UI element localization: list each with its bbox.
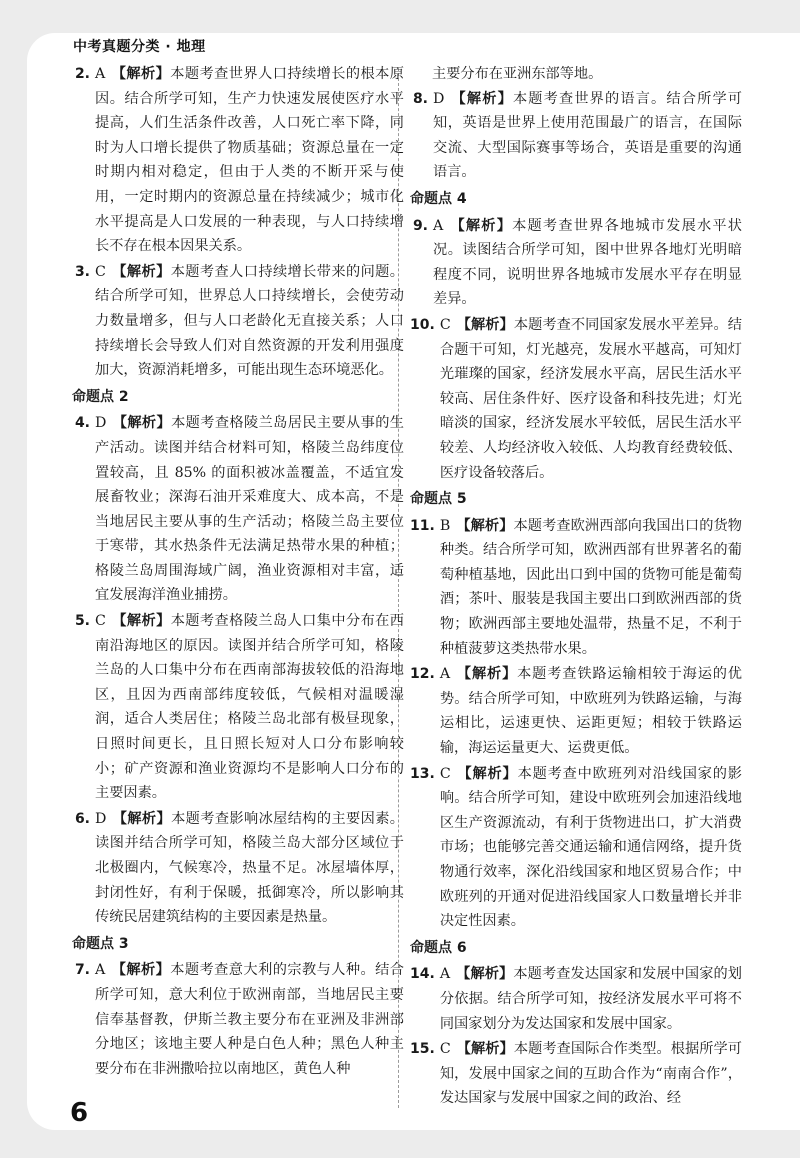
answer-letter: A [95,66,106,82]
analysis-tag: 【解析】 [111,263,171,280]
answer-letter: C [439,765,451,782]
answer-item [410,514,742,662]
running-header: 中考真题分类 · 地理 [73,39,206,55]
question-number: 4. [74,415,90,432]
analysis-text: 本题考查人口持续增长带来的问题。结合所学可知，世界总人口持续增长，会使劳动力数量增多，但与人口老龄化无直接关系；人口持续增长会导致人们对自然资源的开发利用强度加大，资源消耗增多，可能出现生态环境恶化。 [95,263,404,379]
analysis-tag: 【解析】 [456,517,514,534]
answer-item [72,260,404,383]
analysis-tag: 【解析】 [456,316,514,333]
analysis-text: 本题考查铁路运输相较于海运的优势。结合所学可知，中欧班列为铁路运输，与海运相比，运速更快、运距更短；相较于铁路运输，海运运量更大、运费更低。 [439,666,742,757]
section-heading: 命题点 6 [410,939,467,956]
answer-letter: C [95,263,106,280]
answer-body [90,807,404,930]
analysis-tag: 【解析】 [112,810,172,827]
answer-item [72,958,404,1081]
answer-body [435,313,742,485]
analysis-tag: 【解析】 [449,217,513,234]
answer-item [410,87,742,185]
answer-letter: C [95,613,106,630]
analysis-tag: 【解析】 [456,966,514,983]
question-number: 14. [410,966,435,983]
analysis-tag: 【解析】 [111,66,171,82]
analysis-text: 本题考查影响冰屋结构的主要因素。读图并结合所学可知，格陵兰岛大部分区域位于北极圈内，气候寒冷，热量不足。冰屋墙体厚，封闭性好，有利于保暖，抵御寒冷，所以影响其传统民居建筑结构的主要因素是热量。 [95,810,404,926]
right-column [410,62,742,1112]
analysis-tag: 【解析】 [111,962,171,979]
answer-item [410,313,742,485]
answer-item [72,62,404,259]
answer-letter: A [439,966,451,983]
answer-body [435,1037,742,1111]
question-number: 11. [410,517,435,534]
analysis-text: 本题考查世界的语言。结合所学可知，英语是世界上使用范围最广的语言，在国际交流、大型国际赛事等场合，英语是重要的沟通语言。 [433,90,742,181]
answer-item [410,962,742,1036]
analysis-text: 本题考查欧洲西部向我国出口的货物种类。结合所学可知，欧洲西部有世界著名的葡萄种植基地，因此出口到中国的货物可能是葡萄酒；茶叶、服装是我国主要出口到欧洲西部的货物；欧洲西部主要地处温带，热量不足，不利于种植菠萝这类热带水果。 [439,517,742,657]
answer-letter: D [95,810,107,827]
analysis-tag: 【解析】 [456,666,518,683]
continuation-text: 主要分布在亚洲东部等地。 [432,66,603,82]
question-number: 5. [74,613,90,630]
left-column [72,62,404,1082]
question-number: 9. [412,217,428,234]
answer-body [435,762,742,934]
answer-item [410,662,742,760]
answer-body [428,87,742,185]
question-number: 13. [410,765,435,782]
analysis-text: 本题考查格陵兰岛居民主要从事的生产活动。读图并结合材料可知，格陵兰岛纬度位置较高，且 85% 的面积被冰盖覆盖，不适宜发展畜牧业；深海石油开采难度大、成本高，不是当地居民主要从事的生产活动；格陵兰岛主要位于寒带，其水热条件无法满足热带水果的种植；格陵兰岛周围海域广阔，渔业资源相对丰富，适宜发展海洋渔业捕捞。 [95,415,404,604]
answer-body [90,411,404,608]
answer-body [428,214,742,312]
analysis-text: 本题考查国际合作类型。根据所学可知，发展中国家之间的互助合作为“南南合作”，发达国家与发展中国家之间的政治、经 [439,1041,742,1107]
question-number: 7. [74,962,90,979]
analysis-tag: 【解析】 [111,613,171,630]
answer-body [90,609,404,806]
analysis-text: 本题考查格陵兰岛人口集中分布在西南沿海地区的原因。读图并结合所学可知，格陵兰岛的人口集中分布在西南部海拔较低的沿海地区，且因为西南部纬度较低，气候相对温暖湿润，适合人类居住；格陵兰岛北部有极昼现象，日照时间更长，且日照长短对人口分布影响较小；矿产资源和渔业资源均不是影响人口分布的主要因素。 [95,613,404,802]
question-number: 12. [410,666,435,683]
analysis-text: 本题考查意大利的宗教与人种。结合所学可知，意大利位于欧洲南部，当地居民主要信奉基督教，伊斯兰教主要分布在亚洲及非洲部分地区；该地主要人种是白色人种；黑色人种主要分布在非洲撒哈拉以南地区，黄色人种 [95,962,404,1077]
answer-item [410,1037,742,1111]
answer-letter: A [433,217,444,234]
page-number: 6 [70,1098,89,1128]
question-number: 2. [74,66,90,82]
answer-body [435,962,742,1036]
section-heading: 命题点 4 [410,190,467,207]
analysis-text: 本题考查世界各地城市发展水平状况。读图结合所学可知，图中世界各地灯光明暗程度不同，说明世界各地城市发展水平存在明显差异。 [433,217,742,308]
answer-body [90,260,404,383]
answer-letter: A [95,962,106,979]
analysis-text: 本题考查中欧班列对沿线国家的影响。结合所学可知，建设中欧班列会加速沿线地区生产资源流动，有利于货物进出口，扩大消费市场；也能够完善交通运输和通信网络，提升货物通行效率，深化沿线国家和地区贸易合作；中欧班列的开通对促进沿线国家人口数量增长并非决定性因素。 [439,765,742,930]
answer-letter: A [439,666,451,683]
answer-letter: B [439,517,451,534]
answer-item [72,807,404,930]
section-heading: 命题点 5 [410,491,467,508]
question-number: 3. [74,263,90,280]
section-heading: 命题点 2 [72,388,129,405]
question-number: 6. [74,810,90,827]
answer-item [410,214,742,312]
question-number: 15. [410,1041,435,1058]
answer-letter: D [433,90,445,107]
analysis-tag: 【解析】 [112,415,172,432]
analysis-text: 本题考查世界人口持续增长的根本原因。结合所学可知，生产力快速发展使医疗水平提高，人们生活条件改善，人口死亡率下降，同时为人口增长提供了物质基础；资源总量在一定时期内相对稳定，但由于人类的不断开采与使用，一定时期内的资源总量在持续减少；城市化水平提高是人口发展的一种表现，与人口持续增长不存在根本因果关系。 [95,66,404,255]
answer-letter: D [95,415,107,432]
answer-body [90,958,404,1081]
answer-body [435,514,742,662]
analysis-tag: 【解析】 [456,765,518,782]
analysis-text: 本题考查不同国家发展水平差异。结合题干可知，灯光越亮，发展水平越高，可知灯光璀璨的国家，经济发展水平高，居民生活水平较高、居住条件好、医疗设备和科技先进；灯光暗淡的国家，经济发展水平较低，居民生活水平较差、人均经济收入较低、人均教育经费较低、医疗设备较落后。 [439,316,742,481]
answer-letter: C [439,1041,451,1058]
question-number: 10. [410,316,435,333]
answer-letter: C [439,316,451,333]
analysis-tag: 【解析】 [450,90,513,107]
answer-body [435,662,742,760]
answer-item [72,411,404,608]
analysis-tag: 【解析】 [456,1041,514,1058]
answer-item [72,609,404,806]
section-heading: 命题点 3 [72,935,129,952]
answer-body [90,62,404,259]
question-number: 8. [412,90,428,107]
analysis-text: 本题考查发达国家和发展中国家的划分依据。结合所学可知，按经济发展水平可将不同国家划分为发达国家和发展中国家。 [439,966,742,1032]
answer-item [410,762,742,934]
